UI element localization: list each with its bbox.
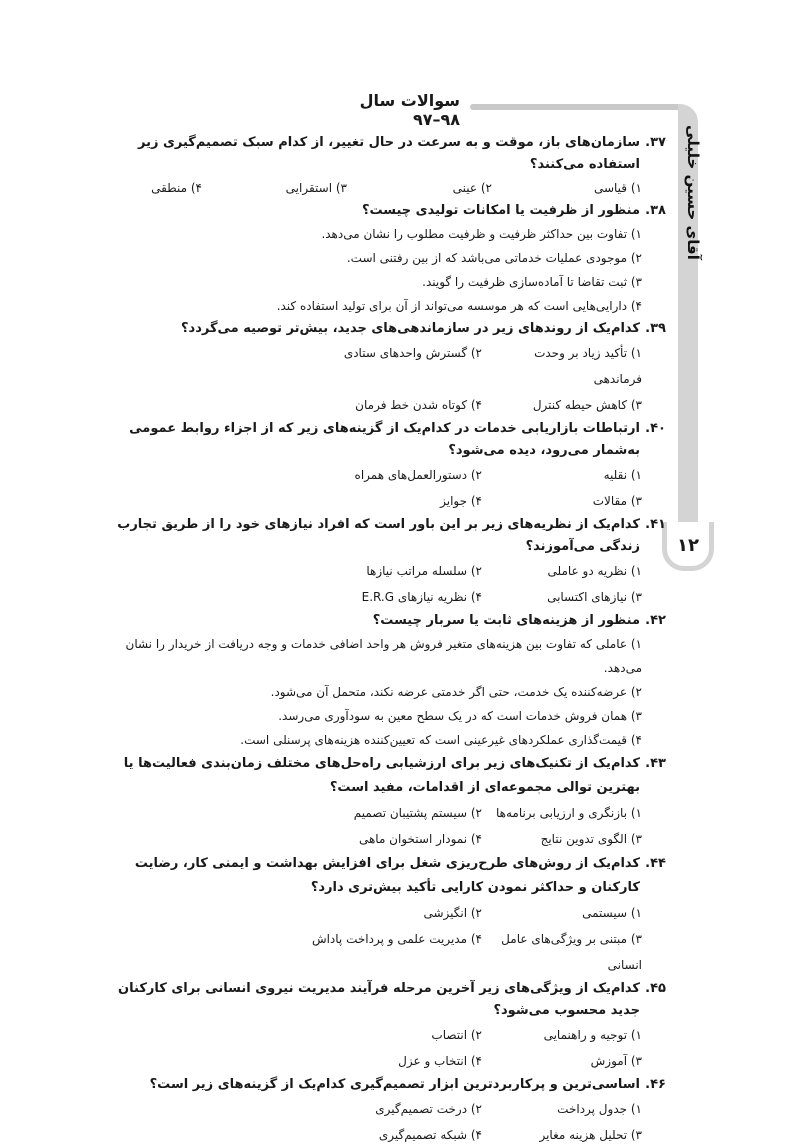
- options-grid: [90, 900, 666, 978]
- option: ۲) موجودی عملیات خدماتی می‌باشد که از بین رفتنی است.: [346, 251, 642, 265]
- question-stem: [90, 318, 666, 340]
- question-stem: [90, 418, 666, 462]
- option: ۱) قیاسی: [593, 181, 642, 195]
- question-text: کدام‌یک از روندهای زیر در سازماندهی‌های جدید، بیش‌تر توصیه می‌گردد؟: [181, 321, 640, 336]
- option: ۳) ثبت تقاضا تا آماده‌سازی ظرفیت را گویند.: [422, 275, 642, 289]
- option: ۳) الگوی تدوین نتایج: [540, 832, 642, 846]
- question-text: منظور از هزینه‌های ثابت یا سربار چیست؟: [372, 613, 640, 628]
- question-37: [90, 132, 666, 200]
- option: ۴) انتخاب و عزل: [398, 1054, 482, 1068]
- option: ۳) تحلیل هزینه مغایر: [539, 1128, 642, 1142]
- question-stem: [90, 752, 666, 800]
- question-text: کدام‌یک از نظریه‌های زیر بر این باور است که افراد نیازهای خود را از طریق تجارب زندگی می‌آموزند؟: [117, 517, 640, 554]
- option: ۴) نمودار استخوان ماهی: [358, 832, 482, 846]
- question-text: ارتباطات بازاریابی خدمات در کدام‌یک از گزینه‌های زیر که از اجزاء روابط عمومی به‌شمار می‌رود، دیده می‌شود؟: [129, 421, 640, 458]
- option: ۲) سلسله مراتب نیازها: [366, 564, 482, 578]
- option: ۳) استقرایی: [285, 181, 347, 195]
- option: ۱) سیستمی: [582, 906, 642, 920]
- option: ۱) تفاوت بین حداکثر ظرفیت و ظرفیت مطلوب را نشان می‌دهد.: [321, 227, 642, 241]
- option: ۴) منطقی: [151, 181, 202, 195]
- option: ۴) کوتاه شدن خط فرمان: [355, 398, 482, 412]
- options-grid: [90, 462, 666, 514]
- option: ۲) سیستم پشتیبان تصمیم: [353, 806, 482, 820]
- option: ۲) عینی: [452, 181, 492, 195]
- option: ۳) همان فروش خدمات است که در یک سطح معین به سودآوری می‌رسد.: [278, 709, 642, 723]
- options-grid: [90, 340, 666, 418]
- options-grid: [90, 558, 666, 610]
- option: ۲) عرضه‌کننده یک خدمت، حتی اگر خدمتی عرضه نکند، متحمل آن می‌شود.: [270, 685, 642, 699]
- question-number: ۴۳.: [645, 756, 666, 771]
- option: ۱) توجیه و راهنمایی: [543, 1028, 642, 1042]
- header-rule: [470, 104, 682, 110]
- option: ۴) نظریه نیازهای E.R.G: [361, 590, 482, 604]
- option: ۱) عاملی که تفاوت بین هزینه‌های متغیر فروش هر واحد اضافی خدمات و وجه دریافت از خریدار را نشان می‌دهد.: [125, 637, 642, 675]
- question-number: ۴۰.: [645, 421, 666, 436]
- question-42: [90, 610, 666, 752]
- option: ۲) انتصاب: [431, 1028, 482, 1042]
- question-46: [90, 1074, 666, 1148]
- option: ۴) دارایی‌هایی است که هر موسسه می‌تواند از آن برای تولید استفاده کند.: [276, 299, 642, 313]
- option: ۱) نقلیه: [603, 468, 642, 482]
- option: ۳) مبتنی بر ویژگی‌های عامل انسانی: [501, 932, 642, 972]
- option: ۲) گسترش واحدهای ستادی: [343, 346, 482, 360]
- question-stem: [90, 852, 666, 900]
- page-title: سوالات سال ۹۸–۹۷: [359, 91, 460, 129]
- option: ۱) بازنگری و ارزیابی برنامه‌ها: [495, 806, 642, 820]
- question-stem: [90, 1074, 666, 1096]
- question-41: [90, 514, 666, 610]
- question-number: ۴۵.: [645, 981, 666, 996]
- questions-list: [90, 132, 666, 1148]
- question-stem: [90, 514, 666, 558]
- option: ۴) شبکه تصمیم‌گیری: [378, 1128, 482, 1142]
- question-stem: [90, 200, 666, 222]
- option: ۱) نظریه دو عاملی: [547, 564, 642, 578]
- option: ۴) جوایز: [440, 494, 482, 508]
- options-grid: [90, 800, 666, 852]
- option: ۱) جدول پرداخت: [557, 1102, 642, 1116]
- option: ۳) مقالات: [592, 494, 642, 508]
- options-grid: [90, 1022, 666, 1074]
- options-row: [90, 176, 666, 200]
- option: ۲) انگیزشی: [423, 906, 482, 920]
- question-text: کدام‌یک از تکنیک‌های زیر برای ارزشیابی راه‌حل‌های مختلف زمان‌بندی فعالیت‌ها یا بهترین توالی مجموعه‌ای از اقدامات، مفید است؟: [123, 756, 640, 795]
- question-stem: [90, 610, 666, 632]
- option: ۲) دستورالعمل‌های همراه: [354, 468, 482, 482]
- question-text: اساسی‌ترین و پرکاربردترین ابزار تصمیم‌گیری کدام‌یک از گزینه‌های زیر است؟: [149, 1077, 640, 1092]
- page-number: ۱۲: [677, 535, 699, 556]
- option: ۳) کاهش حیطه کنترل: [532, 398, 642, 412]
- options-grid: [90, 1096, 666, 1148]
- question-text: کدام‌یک از روش‌های طرح‌ریزی شغل برای افزایش بهداشت و ایمنی کار، رضایت کارکنان و حداکثر نمودن کارایی تأکید بیش‌تری دارد؟: [134, 856, 640, 895]
- question-38: [90, 200, 666, 318]
- question-45: [90, 978, 666, 1074]
- question-number: ۴۱.: [645, 517, 666, 532]
- option: ۲) درخت تصمیم‌گیری: [375, 1102, 482, 1116]
- option: ۱) تأکید زیاد بر وحدت فرماندهی: [534, 346, 642, 386]
- question-39: [90, 318, 666, 418]
- question-number: ۴۴.: [645, 856, 666, 871]
- question-number: ۴۲.: [645, 613, 666, 628]
- option: ۳) نیازهای اکتسابی: [547, 590, 642, 604]
- question-40: [90, 418, 666, 514]
- option: ۳) آموزش: [590, 1054, 642, 1068]
- option: ۴) مدیریت علمی و پرداخت پاداش: [311, 932, 482, 946]
- question-text: سازمان‌های باز، موقت و به سرعت در حال تغییر، از کدام سبک تصمیم‌گیری زیر استفاده می‌کنند؟: [137, 135, 640, 172]
- question-number: ۴۶.: [645, 1077, 666, 1092]
- question-44: [90, 852, 666, 978]
- question-text: کدام‌یک از ویژگی‌های زیر آخرین مرحله فرآیند مدیریت نیروی انسانی برای کارکنان جدید محسوب می‌شود؟: [118, 981, 640, 1018]
- question-43: [90, 752, 666, 852]
- option: ۴) قیمت‌گذاری عملکردهای غیرعینی است که تعیین‌کننده هزینه‌های پرسنلی است.: [240, 733, 642, 747]
- question-number: ۳۸.: [645, 203, 666, 218]
- question-stem: [90, 132, 666, 176]
- side-label: آقای حسین خلیلی: [684, 125, 702, 260]
- question-number: ۳۹.: [645, 321, 666, 336]
- question-text: منظور از ظرفیت یا امکانات تولیدی چیست؟: [361, 203, 640, 218]
- question-number: ۳۷.: [645, 135, 666, 150]
- question-stem: [90, 978, 666, 1022]
